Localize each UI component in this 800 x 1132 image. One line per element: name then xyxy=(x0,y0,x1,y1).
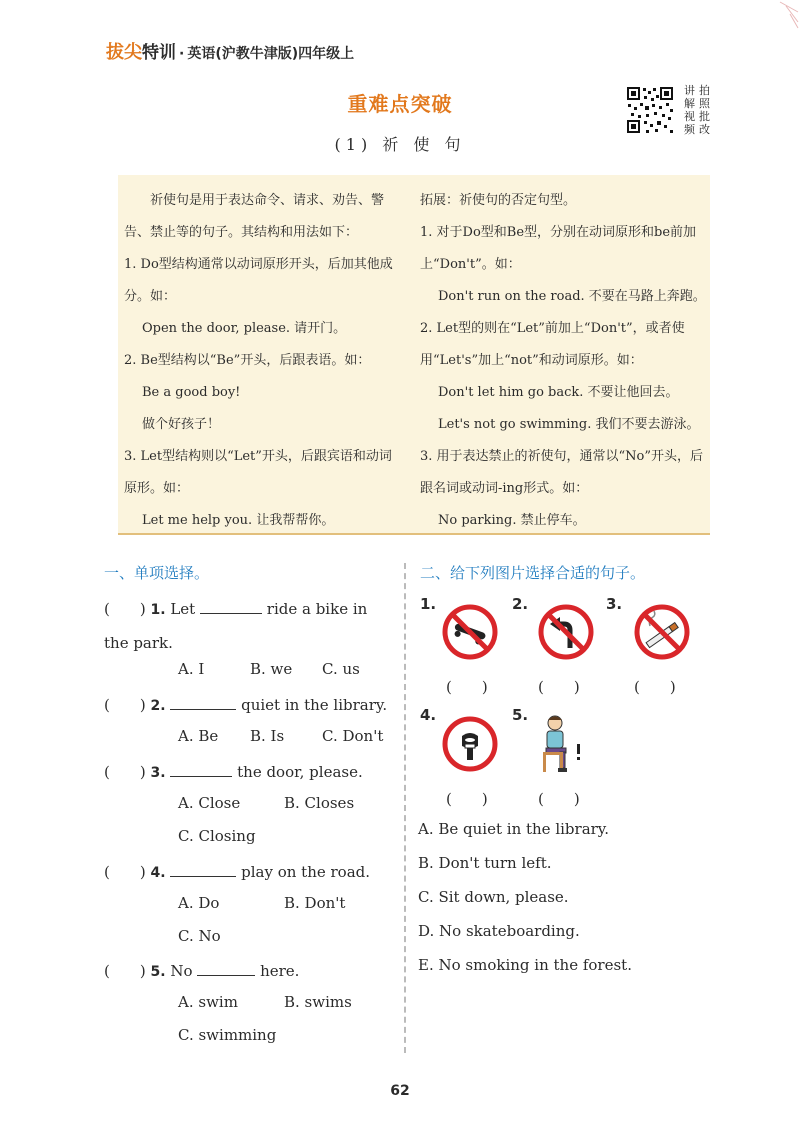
extension-example-2a: Don't let him go back. 不要让他回去。 xyxy=(438,385,679,400)
picture-1-answer[interactable]: ( ) xyxy=(446,678,488,696)
q3-option-b[interactable]: B. Closes xyxy=(284,794,355,812)
extension-example-2b: Let's not go swimming. 我们不要去游泳。 xyxy=(438,417,700,432)
no-left-turn-icon xyxy=(538,604,594,660)
q4-option-b[interactable]: B. Don't xyxy=(284,894,346,912)
section2-option-d: D. No skateboarding. xyxy=(418,922,580,940)
q3-option-a[interactable]: A. Close xyxy=(178,794,241,812)
answer-paren[interactable]: ( ) xyxy=(104,600,146,618)
no-smoking-icon xyxy=(634,604,690,660)
q2-option-b[interactable]: B. Is xyxy=(250,727,285,745)
picture-5-answer[interactable]: ( ) xyxy=(538,790,580,808)
grammar-intro: 祈使句是用于表达命令、请求、劝告、警告、禁止等的句子。其结构和用法如下： xyxy=(124,193,385,240)
q5-option-a[interactable]: A. swim xyxy=(178,993,238,1011)
picture-2-number: 2. xyxy=(512,595,529,613)
grammar-rule-1: 1. Do型结构通常以动词原形开头，后加其他成分。如： xyxy=(124,257,393,304)
picture-1-number: 1. xyxy=(420,595,437,613)
section2-option-c: C. Sit down, please. xyxy=(418,888,569,906)
fill-blank[interactable] xyxy=(197,961,255,976)
page-title: 重难点突破 xyxy=(347,92,453,116)
q4-option-c[interactable]: C. No xyxy=(178,927,221,945)
section2-option-b: B. Don't turn left. xyxy=(418,854,552,872)
q2-option-c[interactable]: C. Don't xyxy=(322,727,384,745)
section2-option-e: E. No smoking in the forest. xyxy=(418,956,632,974)
picture-2-answer[interactable]: ( ) xyxy=(538,678,580,696)
answer-paren[interactable]: ( ) xyxy=(104,962,146,980)
extension-rule-1: 1. 对于Do型和Be型，分别在动词原形和be前加上“Don't”。如： xyxy=(420,225,697,272)
grammar-left-column xyxy=(124,185,396,537)
answer-paren[interactable]: ( ) xyxy=(104,763,146,781)
grammar-example-2: Be a good boy! xyxy=(142,385,241,400)
picture-3-number: 3. xyxy=(606,595,623,613)
book-name: 英语(沪教牛津版)四年级上 xyxy=(187,46,355,62)
qr-caption: 讲 拍 解 照 视 批 频 改 xyxy=(684,84,710,136)
extension-example-3: No parking. 禁止停车。 xyxy=(438,513,586,528)
picture-4-number: 4. xyxy=(420,706,437,724)
grammar-example-1: Open the door, please. 请开门。 xyxy=(142,321,347,336)
be-quiet-icon xyxy=(442,716,498,772)
q1-option-b[interactable]: B. we xyxy=(250,660,293,678)
picture-5-number: 5. xyxy=(512,706,529,724)
column-divider xyxy=(404,563,406,1053)
section2-option-a: A. Be quiet in the library. xyxy=(418,820,610,838)
grammar-rule-2: 2. Be型结构以“Be”开头，后跟表语。如： xyxy=(124,353,371,368)
fill-blank[interactable] xyxy=(170,862,236,877)
q3-option-c[interactable]: C. Closing xyxy=(178,827,256,845)
answer-paren[interactable]: ( ) xyxy=(104,863,146,881)
sit-down-icon xyxy=(538,714,586,776)
grammar-example-2-translation: 做个好孩子！ xyxy=(142,417,221,432)
section1-heading: 一、单项选择。 xyxy=(104,564,210,582)
extension-example-1: Don't run on the road. 不要在马路上奔跑。 xyxy=(438,289,706,304)
grammar-rule-3: 3. Let型结构则以“Let”开头，后跟宾语和动词原形。如： xyxy=(124,449,392,496)
extension-rule-3: 3. 用于表达禁止的祈使句，通常以“No”开头，后跟名词或动词-ing形式。如： xyxy=(420,449,704,496)
no-skateboarding-icon xyxy=(442,604,498,660)
answer-paren[interactable]: ( ) xyxy=(104,696,146,714)
question-3: ( ) 3. the door, please. xyxy=(104,763,363,781)
page-number: 62 xyxy=(390,1083,410,1099)
question-5: ( ) 5. No here. xyxy=(104,962,300,980)
book-header: 拔尖特训 · 英语(沪教牛津版)四年级上 xyxy=(106,42,355,63)
grammar-right-column xyxy=(420,185,710,537)
q1-option-c[interactable]: C. us xyxy=(322,660,360,678)
brand-main: 拔尖 xyxy=(106,42,142,63)
picture-4-answer[interactable]: ( ) xyxy=(446,790,488,808)
page-subtitle: (1) 祈 使 句 xyxy=(334,135,466,154)
question-4: ( ) 4. play on the road. xyxy=(104,863,371,881)
q4-option-a[interactable]: A. Do xyxy=(178,894,220,912)
section2-heading: 二、给下列图片选择合适的句子。 xyxy=(420,564,646,582)
extension-heading: 拓展：祈使句的否定句型。 xyxy=(420,193,577,208)
extension-rule-2: 2. Let型的则在“Let”前加上“Don't”，或者使用“Let's”加上“not”和动词原形。如： xyxy=(420,321,685,368)
qr-code-icon[interactable] xyxy=(626,86,674,134)
q2-option-a[interactable]: A. Be xyxy=(178,727,219,745)
q5-option-c[interactable]: C. swimming xyxy=(178,1026,277,1044)
fill-blank[interactable] xyxy=(170,695,236,710)
picture-3-answer[interactable]: ( ) xyxy=(634,678,676,696)
q5-option-b[interactable]: B. swims xyxy=(284,993,352,1011)
grammar-example-3: Let me help you. 让我帮帮你。 xyxy=(142,513,335,528)
fill-blank[interactable] xyxy=(170,762,232,777)
q1-option-a[interactable]: A. I xyxy=(178,660,205,678)
question-1: ( ) 1. Let ride a bike in the park. xyxy=(104,600,368,652)
question-2: ( ) 2. quiet in the library. xyxy=(104,696,388,714)
corner-decoration xyxy=(710,0,800,30)
brand-sub: 特训 xyxy=(142,43,176,63)
fill-blank[interactable] xyxy=(200,599,262,614)
